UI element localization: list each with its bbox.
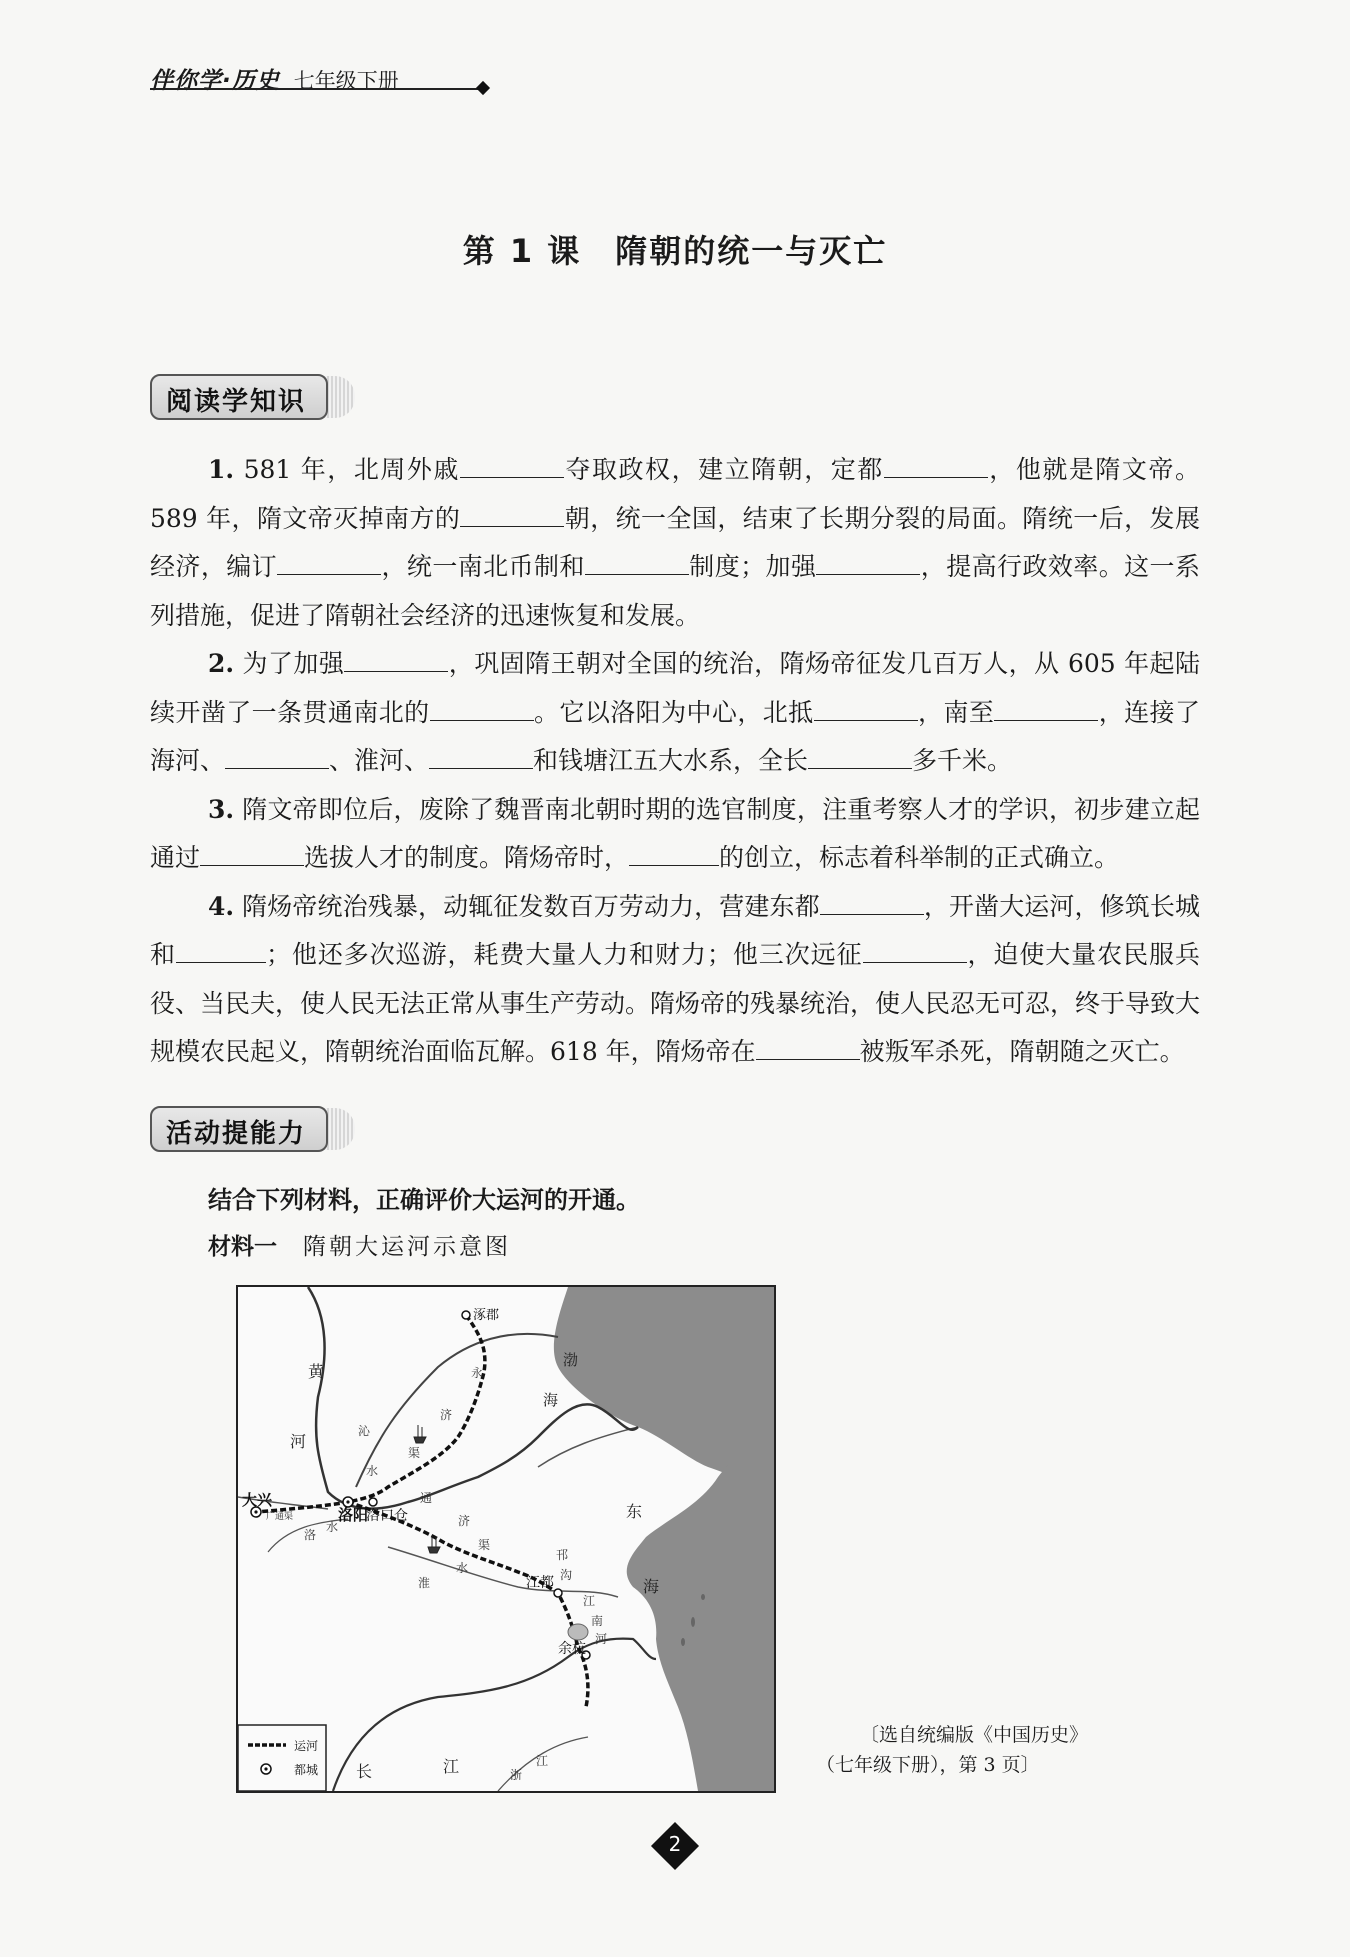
svg-text:浙: 浙 — [510, 1768, 523, 1782]
svg-text:河: 河 — [290, 1432, 307, 1451]
question-3: 3. 隋文帝即位后，废除了魏晋南北朝时期的选官制度，注重考察人才的学识，初步建立起通过 选拔人才的制度。隋炀帝时， 的创立，标志着科举制的正式确立。 — [150, 794, 1200, 872]
answer-blank[interactable] — [629, 845, 719, 866]
legend-capital: 都城 — [294, 1763, 319, 1777]
source-line-2: （七年级下册），第 3 页〕 — [816, 1754, 1040, 1776]
answer-blank[interactable] — [884, 457, 988, 478]
reading-questions — [150, 446, 1200, 1077]
answer-blank[interactable] — [460, 457, 564, 478]
question-2: 2. 为了加强 ，巩固隋王朝对全国的统治，隋炀帝征发几百万人，从 605 年起陆续开凿了一条贯通南北的 。它以洛阳为中心，北抵 ，南至 ，连接了海河、 、淮河、 和钱塘江五大水系，全长 多千米。 — [150, 649, 1200, 775]
answer-blank[interactable] — [814, 700, 918, 721]
page-header — [150, 62, 490, 96]
svg-text:淮: 淮 — [418, 1576, 431, 1590]
svg-text:南: 南 — [591, 1614, 604, 1628]
svg-text:渤: 渤 — [563, 1351, 579, 1369]
svg-text:济: 济 — [440, 1408, 453, 1422]
svg-text:江: 江 — [536, 1754, 549, 1768]
boat-icon — [414, 1425, 426, 1443]
source-line-1: 〔选自统编版《中国历史》 — [860, 1724, 1089, 1746]
answer-blank[interactable] — [585, 554, 689, 575]
answer-blank[interactable] — [820, 894, 924, 915]
grand-canal-map — [236, 1285, 776, 1793]
svg-text:江: 江 — [443, 1757, 460, 1776]
section-tag-reading — [150, 374, 360, 424]
answer-blank[interactable] — [756, 1039, 860, 1060]
east-sea — [627, 1453, 774, 1791]
answer-blank[interactable] — [994, 700, 1098, 721]
canal-route — [256, 1315, 588, 1707]
svg-text:水: 水 — [326, 1520, 339, 1534]
svg-text:沁: 沁 — [358, 1424, 371, 1438]
material-label: 材料一 — [208, 1234, 277, 1260]
material-caption — [208, 1228, 511, 1261]
answer-blank[interactable] — [430, 700, 534, 721]
answer-blank[interactable] — [225, 748, 329, 769]
answer-blank[interactable] — [200, 845, 304, 866]
activity-task: 结合下列材料，正确评价大运河的开通。 — [208, 1186, 640, 1214]
svg-text:水: 水 — [456, 1561, 469, 1575]
city-zhuojun: 涿郡 — [473, 1308, 500, 1323]
city-jiangdu: 江都 — [526, 1575, 554, 1591]
svg-text:济: 济 — [458, 1514, 471, 1528]
svg-text:长: 长 — [356, 1762, 373, 1781]
svg-text:渠: 渠 — [478, 1538, 491, 1552]
section-tag-activity — [150, 1106, 360, 1156]
svg-text:海: 海 — [643, 1577, 660, 1596]
city-daxing: 大兴 — [242, 1491, 273, 1509]
material-name: 隋朝大运河示意图 — [303, 1234, 511, 1260]
answer-blank[interactable] — [863, 942, 967, 963]
section-label: 活动提能力 — [166, 1119, 307, 1149]
book-grade: 七年级下册 — [293, 69, 399, 93]
header-rule — [150, 88, 480, 90]
question-1: 1. 581 年，北周外戚 夺取政权，建立隋朝，定都 ，他就是隋文帝。589 年，隋文帝灭掉南方的 朝，统一全国，结束了长期分裂的局面。隋统一后，发展经济，编订 ，统一南北币制和 制度；加强 ，提高行政效率。这一系列措施，促进了隋朝社会经济的迅速恢复和发展。 — [150, 455, 1200, 630]
book-brand: 伴你学·历史 — [150, 68, 280, 94]
svg-text:渠: 渠 — [408, 1446, 421, 1460]
svg-text:海: 海 — [543, 1391, 559, 1409]
svg-text:黄: 黄 — [308, 1362, 325, 1381]
map-legend — [238, 1725, 326, 1791]
page-number: 2 — [668, 1832, 682, 1856]
diamond-icon — [476, 81, 490, 95]
question-4: 4. 隋炀帝统治残暴，动辄征发数百万劳动力，营建东都 ，开凿大运河，修筑长城和 ；他还多次巡游，耗费大量人力和财力；他三次远征 ，迫使大量农民服兵役、当民夫，使人民无法正常从事生产劳动。隋炀帝的残暴统治，使人民忍无可忍，终于导致大规模农民起义，隋朝统治面临瓦解。618 年，隋炀帝在 被叛军杀死，隋朝随之灭亡。 — [150, 891, 1201, 1066]
svg-text:洛: 洛 — [304, 1528, 317, 1542]
section-label: 阅读学知识 — [166, 387, 307, 417]
city-luoyang: 洛阳 — [338, 1506, 369, 1524]
svg-text:沟: 沟 — [560, 1568, 573, 1582]
svg-text:水: 水 — [366, 1464, 379, 1478]
answer-blank[interactable] — [429, 748, 533, 769]
page-number-badge — [652, 1823, 698, 1869]
svg-text:东: 东 — [626, 1502, 643, 1521]
lesson-title: 第 1 课 隋朝的统一与灭亡 — [462, 232, 888, 270]
svg-text:通: 通 — [420, 1491, 433, 1505]
yangtze-river — [333, 1639, 656, 1791]
svg-text:河: 河 — [595, 1632, 608, 1646]
answer-blank[interactable] — [808, 748, 912, 769]
answer-blank[interactable] — [277, 554, 381, 575]
svg-text:邗: 邗 — [556, 1548, 569, 1562]
legend-canal: 运河 — [294, 1739, 319, 1753]
answer-blank[interactable] — [176, 942, 266, 963]
answer-blank[interactable] — [816, 554, 920, 575]
city-yuhang: 余杭 — [558, 1641, 586, 1657]
answer-blank[interactable] — [460, 506, 564, 527]
svg-text:永: 永 — [471, 1366, 484, 1380]
city-luokoucang: 洛口仓 — [366, 1508, 408, 1524]
svg-text:广通渠: 广通渠 — [266, 1512, 294, 1522]
answer-blank[interactable] — [344, 651, 448, 672]
svg-text:江: 江 — [583, 1594, 596, 1608]
